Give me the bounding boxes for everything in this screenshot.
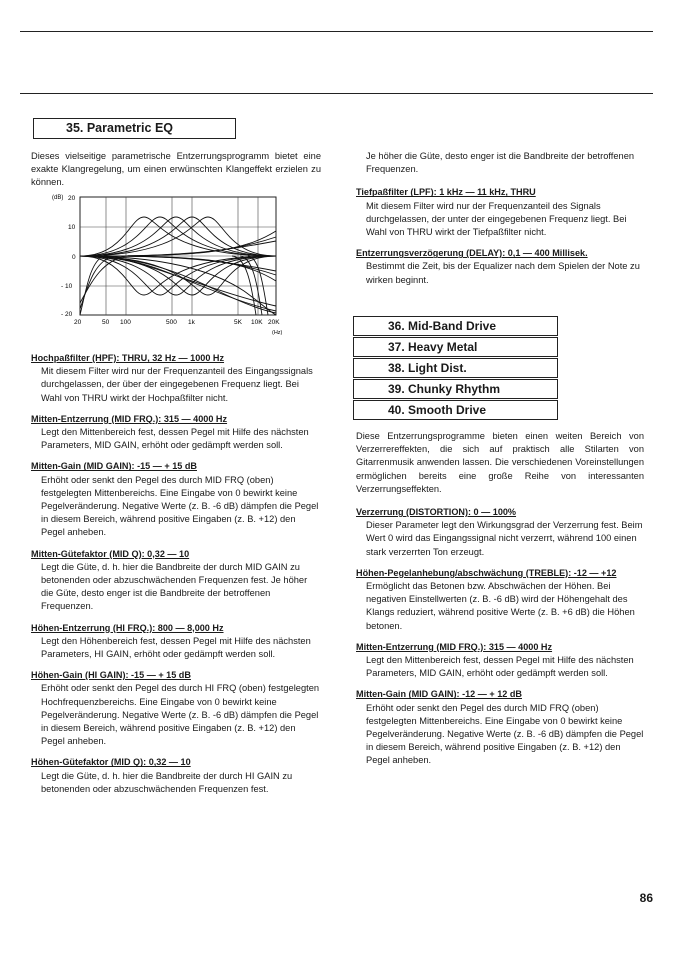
param-heading: Mitten-Entzerrung (MID FRQ.): 315 — 4000 Hz — [356, 641, 553, 652]
x-tick: 500 — [166, 319, 177, 326]
param-text: Mit diesem Filter wird nur der Frequenzanteil des Signals durchgelassen, der unter der eingegebenen Frequenz liegt. Bei Wahl von THRU wirkt der Tiefpaßfilter nicht. — [366, 200, 627, 238]
param-text: Legt den Höhenbereich fest, dessen Pegel mit Hilfe des nächsten Parameters, HI GAIN, erhöht oder gedämpft werden soll. — [41, 635, 311, 660]
right-column-bottom — [356, 430, 644, 768]
program-title: 38. Light Dist. — [388, 361, 467, 375]
x-tick: 5K — [234, 319, 242, 326]
param-text: Legt den Mittenbereich fest, dessen Pegel mit Hilfe des nächsten Parameters, MID GAIN, erhöht oder gedämpft werden soll. — [41, 427, 309, 451]
param-heading: Entzerrungsverzögerung (DELAY): 0,1 — 400 Millisek. — [356, 248, 588, 259]
param-text: Erhöht oder senkt den Pegel des durch MID FRQ (oben) festgelegten Mittenbereichs. Eine Eingabe von 0 bewirkt keine Pegelveränderung. Negative Werte (z. B. -6 dB) dämpfen die Pegel in diesem Bereich, während positive Eingaben (z. B. +12) den Pegel anheben. — [366, 702, 644, 766]
param-text: Dieser Parameter legt den Wirkungsgrad der Verzerrung fest. Beim Wert 0 wird das Eingangssignal nicht verzerrt, während 100 einen stark verzerrten Ton erzeugt. — [366, 520, 643, 557]
top-rule — [20, 31, 653, 32]
program-box — [353, 316, 558, 336]
eq-curves — [80, 217, 276, 315]
x-tick: 20K — [268, 319, 280, 326]
x-tick: 10K — [251, 319, 263, 326]
left-params — [31, 352, 321, 796]
program-box — [353, 379, 558, 399]
x-tick: 1k — [188, 319, 195, 326]
param-text: Mit diesem Filter wird nur der Frequenzanteil des Eingangssignals durchgelassen, der über der eingegebenen Frequenz liegt. Bei Wahl von THRU wirkt der Hochpaßfilter nicht. — [41, 366, 313, 403]
y-tick: 0 — [72, 254, 76, 261]
program-box — [353, 337, 558, 357]
section-title-box — [33, 118, 236, 139]
right-column-top — [356, 150, 644, 287]
section-title: 35. Parametric EQ — [66, 121, 174, 135]
param-heading: Mitten-Gütefaktor (MID Q): 0,32 — 10 — [31, 548, 190, 559]
program-title: 36. Mid-Band Drive — [388, 319, 497, 333]
program-box — [353, 400, 558, 420]
param-heading: Mitten-Gain (MID GAIN): -12 — + 12 dB — [356, 689, 522, 700]
left-column — [31, 150, 321, 190]
param-text: Erhöht oder senkt den Pegel des durch HI FRQ (oben) festgelegten Hochfrequenzbereichs. Eine Eingabe von 0 bewirkt keine Pegelveränderung. Negative Werte (z. B. -6 dB) dämpfen die Pegel in diesem Bereich, während positive Eingaben (z. B. +12) den Pegel anheben. — [41, 683, 320, 747]
y-tick: - 20 — [61, 311, 73, 318]
y-tick: 10 — [68, 224, 76, 231]
param-heading: Tiefpaßfilter (LPF): 1 kHz — 11 kHz, THRU — [356, 187, 536, 198]
x-tick: 50 — [102, 319, 110, 326]
x-unit-label: (Hz) — [272, 330, 283, 336]
param-heading: Höhen-Gütefaktor (MID Q): 0,32 — 10 — [31, 757, 191, 768]
y-tick: - 10 — [61, 283, 73, 290]
page-number: 86 — [639, 891, 653, 905]
program-title: 40. Smooth Drive — [388, 403, 487, 417]
y-tick: 20 — [68, 195, 76, 202]
x-tick: 20 — [74, 319, 82, 326]
program-title: 37. Heavy Metal — [388, 340, 478, 354]
param-text: Legt den Mittenbereich fest, dessen Pegel mit Hilfe des nächsten Parameters, MID GAIN, erhöht oder gedämpft werden soll. — [366, 655, 634, 679]
param-heading: Höhen-Gain (HI GAIN): -15 — + 15 dB — [31, 670, 191, 681]
param-heading: Mitten-Entzerrung (MID FRQ.): 315 — 4000 Hz — [31, 413, 228, 424]
programs-intro: Diese Entzerrungsprogramme bieten einen weiten Bereich von Verzerrereffekten, die sich auf praktisch alle Stilarten von Gitarrenmusik anwenden lassen. Die verschiedenen Voreinstellungen ermöglichen bereits eine große Reihe von interessanten Verzerrungseffekten. — [356, 431, 644, 494]
param-heading: Höhen-Entzerrung (HI FRQ.): 800 — 8,000 Hz — [31, 622, 224, 633]
continued-text: Je höher die Güte, desto enger ist die Bandbreite der betroffenen Frequenzen. — [366, 151, 635, 175]
param-heading: Verzerrung (DISTORTION): 0 — 100% — [356, 507, 517, 518]
param-text: Legt die Güte, d. h. hier die Bandbreite der durch HI GAIN zu betonenden oder abzuschwächenden Frequenzen fest. — [41, 770, 293, 794]
x-tick: 100 — [120, 319, 131, 326]
header-rule — [20, 93, 653, 94]
param-heading: Höhen-Pegelanhebung/abschwächung (TREBLE): -12 — +12 — [356, 567, 617, 578]
param-text: Legt die Güte, d. h. hier die Bandbreite der durch MID GAIN zu betonenden oder abzuschwächenden Frequenzen fest. Je höher die Güte, desto enger ist die Bandbreite der betroffenen Frequenzen. — [41, 561, 308, 612]
param-text: Bestimmt die Zeit, bis der Equalizer nach dem Spielen der Note zu wirken beginnt. — [366, 261, 640, 285]
program-title: 39. Chunky Rhythm — [388, 382, 501, 396]
intro-text: Dieses vielseitige parametrische Entzerrungsprogramm bietet eine exakte Klangregelung, um einen erwünschten Klangeffekt erzielen zu können. — [31, 151, 321, 188]
program-box — [353, 358, 558, 378]
param-text: Erhöht oder senkt den Pegel des durch MID FRQ (oben) festgelegten Mittenbereichs. Eine Eingabe von 0 bewirkt keine Pegelveränderung. Negative Werte (z. B. -6 dB) dämpfen die Pegel in diesem Bereich, während positive Eingaben (z. B. +12) den Pegel anheben. — [41, 474, 319, 538]
param-text: Ermöglicht das Betonen bzw. Abschwächen der Höhen. Bei negativen Einstellwerten (z. B. -6 dB) wird der Höhengehalt des Klangs reduziert, während positive Werte (z. B. +6 dB) die Höhen betonen. — [366, 581, 635, 631]
y-unit-label: (dB) — [52, 195, 64, 201]
param-heading: Mitten-Gain (MID GAIN): -15 — + 15 dB — [31, 461, 197, 472]
eq-response-graph — [44, 191, 304, 339]
param-heading: Hochpaßfilter (HPF): THRU, 32 Hz — 1000 Hz — [31, 353, 225, 363]
